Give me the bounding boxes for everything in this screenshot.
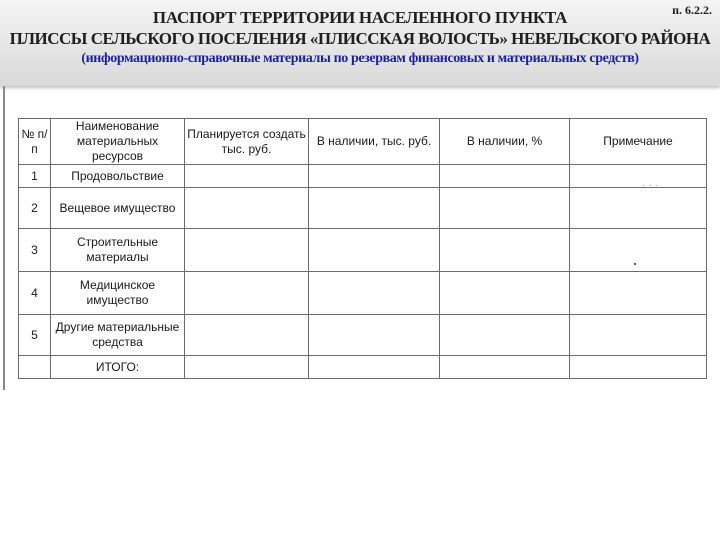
cell-available-rub: [309, 229, 440, 272]
cell-available-pct: [440, 272, 570, 315]
total-label: ИТОГО:: [51, 356, 185, 379]
col-header-planned: Планируется создать тыс. руб.: [185, 119, 309, 165]
cell-available-rub: [309, 188, 440, 229]
row-name: Медицинское имущество: [51, 272, 185, 315]
row-num: 2: [19, 188, 51, 229]
cell-available-rub: [309, 315, 440, 356]
cell-available-pct: [440, 188, 570, 229]
col-header-note: Примечание: [570, 119, 707, 165]
section-reference: п. 6.2.2.: [672, 3, 712, 17]
cell-planned: [185, 272, 309, 315]
cell-available-rub: [309, 165, 440, 188]
col-header-num: № п/п: [19, 119, 51, 165]
cell-note: [570, 315, 707, 356]
total-note: [570, 356, 707, 379]
cell-note: [570, 229, 707, 272]
row-num: 5: [19, 315, 51, 356]
cell-available-pct: [440, 315, 570, 356]
table-row: [19, 315, 707, 356]
table-row: [19, 229, 707, 272]
row-name: Вещевое имущество: [51, 188, 185, 229]
cell-note: [570, 272, 707, 315]
stray-marks: · · ·: [642, 181, 660, 190]
table-row: [19, 272, 707, 315]
page-title-line-2: ПЛИССЫ СЕЛЬСКОГО ПОСЕЛЕНИЯ «ПЛИССКАЯ ВОЛОСТЬ» НЕВЕЛЬСКОГО РАЙОНА: [9, 29, 711, 48]
total-row: [19, 356, 707, 379]
table-header-row: [19, 119, 707, 165]
left-border-line: [3, 86, 5, 390]
row-num: 4: [19, 272, 51, 315]
total-num-cell: [19, 356, 51, 379]
cell-note: [570, 188, 707, 229]
total-available-rub: [309, 356, 440, 379]
row-name: Строительные материалы: [51, 229, 185, 272]
cell-available-pct: [440, 229, 570, 272]
cell-planned: [185, 188, 309, 229]
total-available-pct: [440, 356, 570, 379]
col-header-available-rub: В наличии, тыс. руб.: [309, 119, 440, 165]
page-subtitle: (информационно-справочные материалы по резервам финансовых и материальных средств): [81, 51, 639, 66]
page-title-line-1: ПАСПОРТ ТЕРРИТОРИИ НАСЕЛЕННОГО ПУНКТА: [152, 8, 568, 27]
cell-planned: [185, 229, 309, 272]
stray-dot: [634, 263, 636, 265]
resources-table: [18, 118, 707, 379]
row-num: 3: [19, 229, 51, 272]
col-header-name: Наименование материальных ресурсов: [51, 119, 185, 165]
cell-planned: [185, 315, 309, 356]
cell-available-rub: [309, 272, 440, 315]
row-name: Другие материальные средства: [51, 315, 185, 356]
total-planned: [185, 356, 309, 379]
row-num: 1: [19, 165, 51, 188]
table-row: [19, 188, 707, 229]
cell-available-pct: [440, 165, 570, 188]
row-name: Продовольствие: [51, 165, 185, 188]
col-header-available-pct: В наличии, %: [440, 119, 570, 165]
table-row: [19, 165, 707, 188]
cell-planned: [185, 165, 309, 188]
title-banner: [0, 0, 720, 86]
cell-note: [570, 165, 707, 188]
